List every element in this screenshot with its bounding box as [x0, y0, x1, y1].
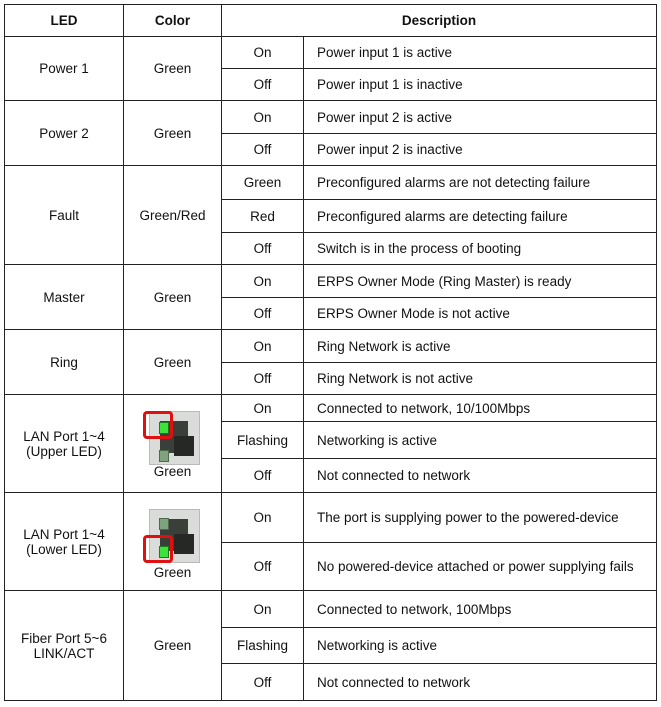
led-state: Off	[222, 69, 304, 101]
led-description: No powered-device attached or power supplying fails	[304, 543, 657, 591]
led-indicator-table	[4, 4, 657, 701]
led-state: On	[222, 493, 304, 543]
led-name-line1: LAN Port 1~4	[23, 526, 105, 542]
table-row	[5, 493, 657, 543]
port-color-label: Green	[153, 564, 192, 580]
led-name-line2: (Lower LED)	[26, 541, 102, 557]
led-description: Power input 1 is inactive	[304, 69, 657, 101]
led-state: Flashing	[222, 628, 304, 664]
port-color-label: Green	[153, 463, 192, 479]
led-color: Green	[124, 265, 222, 330]
led-color: Green	[124, 37, 222, 101]
led-description: Not connected to network	[304, 664, 657, 701]
led-description: Preconfigured alarms are detecting failure	[304, 200, 657, 233]
led-name-line2: LINK/ACT	[33, 645, 95, 661]
rj45-port-icon	[138, 405, 208, 483]
led-name: Ring	[5, 330, 124, 395]
led-name: Fault	[5, 166, 124, 265]
led-description: ERPS Owner Mode is not active	[304, 298, 657, 330]
led-name-line1: Fiber Port 5~6	[21, 630, 107, 646]
led-description: Ring Network is active	[304, 330, 657, 363]
led-color-port	[124, 493, 222, 591]
led-color: Green	[124, 101, 222, 166]
led-color-port	[124, 395, 222, 493]
rj45-socket-inner	[174, 436, 194, 456]
led-description: Preconfigured alarms are not detecting failure	[304, 166, 657, 200]
header-description: Description	[222, 5, 657, 37]
led-name	[5, 493, 124, 591]
led-name-line2: (Upper LED)	[26, 443, 102, 459]
led-name: Power 1	[5, 37, 124, 101]
led-state: On	[222, 330, 304, 363]
led-name	[5, 591, 124, 701]
highlight-box	[143, 535, 173, 563]
rj45-socket-inner	[174, 534, 194, 554]
rj45-port-icon	[138, 503, 208, 581]
led-name	[5, 395, 124, 493]
table-row	[5, 37, 657, 69]
led-state: Off	[222, 543, 304, 591]
led-name: Power 2	[5, 101, 124, 166]
led-name: Master	[5, 265, 124, 330]
led-state: Off	[222, 134, 304, 166]
led-state: On	[222, 101, 304, 134]
table-row	[5, 395, 657, 422]
led-state: On	[222, 591, 304, 628]
upper-led-icon	[159, 518, 169, 530]
led-description: Switch is in the process of booting	[304, 233, 657, 265]
led-state: Red	[222, 200, 304, 233]
led-description: Connected to network, 100Mbps	[304, 591, 657, 628]
led-state: Off	[222, 298, 304, 330]
led-color: Green	[124, 330, 222, 395]
led-color: Green/Red	[124, 166, 222, 265]
header-row	[5, 5, 657, 37]
led-description: Power input 2 is active	[304, 101, 657, 134]
led-color: Green	[124, 591, 222, 701]
led-state: Off	[222, 233, 304, 265]
led-state: Off	[222, 664, 304, 701]
led-state: On	[222, 265, 304, 298]
table-row	[5, 166, 657, 200]
highlight-box	[143, 411, 173, 439]
led-state: On	[222, 37, 304, 69]
led-description: The port is supplying power to the powered-device	[304, 493, 657, 543]
header-led: LED	[5, 5, 124, 37]
led-description: Power input 1 is active	[304, 37, 657, 69]
led-description: Networking is active	[304, 422, 657, 459]
lower-led-icon	[159, 450, 169, 462]
table-row	[5, 330, 657, 363]
header-color: Color	[124, 5, 222, 37]
led-description: ERPS Owner Mode (Ring Master) is ready	[304, 265, 657, 298]
table-row	[5, 265, 657, 298]
led-state: Off	[222, 459, 304, 493]
led-description: Power input 2 is inactive	[304, 134, 657, 166]
led-state: Green	[222, 166, 304, 200]
led-state: On	[222, 395, 304, 422]
table-row	[5, 101, 657, 134]
led-description: Not connected to network	[304, 459, 657, 493]
led-name-line1: LAN Port 1~4	[23, 428, 105, 444]
led-description: Connected to network, 10/100Mbps	[304, 395, 657, 422]
table-row	[5, 591, 657, 628]
led-description: Networking is active	[304, 628, 657, 664]
led-state: Flashing	[222, 422, 304, 459]
led-state: Off	[222, 363, 304, 395]
led-description: Ring Network is not active	[304, 363, 657, 395]
